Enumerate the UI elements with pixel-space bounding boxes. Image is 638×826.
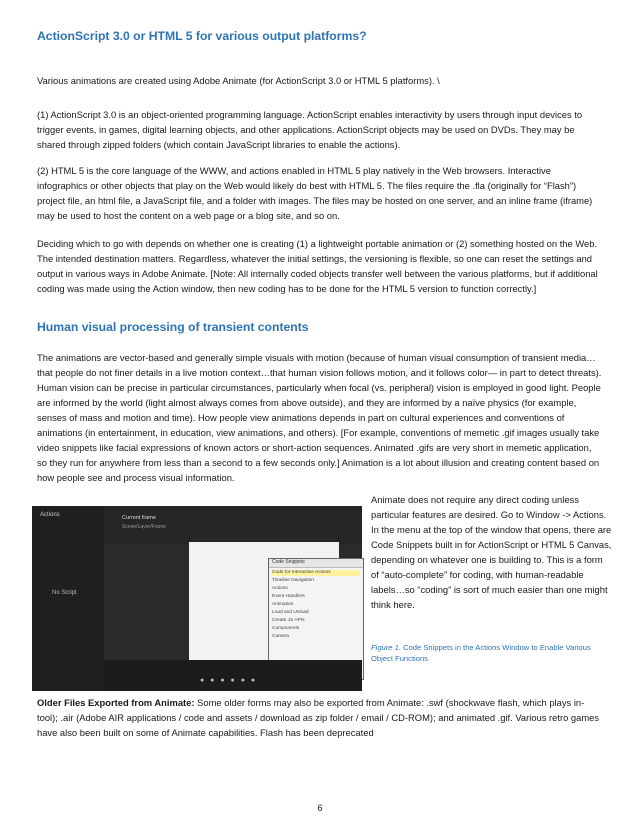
snippet-item: Create JS APIs [272,618,305,623]
caption-label: Figure 1. [371,643,401,652]
figure-screenshot [32,506,362,691]
paragraph: (2) HTML 5 is the core language of the WWW, and actions enabled in HTML 5 play natively in the Web browsers. Interactive infographics or other objects that play on the Web would likely do best with HTML 5. The files require the .fla (originally for “Flash”) project file, an html file, a JavaScript file, and a folder with images. The files may be hosted on one server, and an inline frame (iframe) may be used to host the content on a web page or a blog site, and so on. [37,165,593,221]
page-number: 6 [317,802,323,813]
paragraph: (1) ActionScript 3.0 is an object-oriented programming language. ActionScript enables interactivity by users through input devices to trigger events, in games, digital learning objects, and other applications. ActionScript objects may be used on DVDs. They may be shared through zipped folders (which contain JavaScript libraries to enable the actions). [37,109,583,150]
no-script-label: No Script [52,590,77,596]
dialog-title: Code Snippets [269,559,363,568]
snippet-item: Load and Unload [272,610,309,615]
panel-title: Actions [40,512,60,518]
side-paragraph: Animate does not require any direct coding unless particular features are desired. Go to Window -> Actions. In the menu at the top of the window that opens, there are Code Snippets built in for ActionScript or HTML 5 Canvas, depending on whatever one is building to. This is a form of “auto-complete” for coding, with human-readable labels…so “coding” is sort of much easier than one might think here. [371,494,612,610]
section-heading: Human visual processing of transient contents [37,320,309,334]
snippet-item: Components [272,626,300,631]
actions-panel [32,506,104,691]
figure-caption [371,642,613,664]
snippet-item: Code for Interactive Actions [272,570,360,576]
snippet-item: Timeline Navigation [272,578,314,583]
snippet-item: Animation [272,602,294,607]
snippet-item: Event Handlers [272,594,305,599]
caption-text: Code Snippets in the Actions Window to Enable Various Object Functions [371,643,591,663]
snippet-item: Camera [272,634,290,639]
paragraph-text: Some older forms may also be exported from Animate: .swf (shockwave flash, which plays in-tool); .air (Adobe AIR applications / code and assets / download as zip folder / email / CD-ROM); and animated .gif. Various retro games have also been built on some of Animate capabilities. Flash has been deprecated [37,697,600,738]
paragraph: The animations are vector-based and generally simple visuals with motion (because of human visual consumption of transient media…that people do not finer details in a live motion context…that human vision follows motion, and it follows color— in part to detect threats). Human vision can be precise in particular circumstances, particularly when focal (vs. peripheral) vision is employed in good light. People are informed by the world (light almost always comes from above outside), and they are informed by a naïve physics (for example, senses of mass and motion and time). How people view animations depends in part on cultural experiences and conventions of animations (in entertainment, in education, view animations, and others). [For example, conventions of memetic .gif images usually take video snippets like facial expressions of known actors or short-action sequences. Animated .gifs are very short in memetic application, so they run for anywhere from less than a second to a few seconds only.] Animation is a lot about illusion and creating content based on how people see and process visual information. [37,352,602,483]
paragraph: Deciding which to go with depends on whether one is creating (1) a lightweight portable animation or (2) something hosted on the Web. The intended destination matters. Regardless, whatever the initial settings, the versioning is flexible, so one can reset the settings and output in various ways in Adobe Animate. [Note: All internally coded objects transfer well between the various platforms, but if additional coding was made using the Action window, then new coding has to be done for the HTML 5 version to function correctly.] [37,238,598,294]
current-frame-label: Current frame [122,515,156,521]
snippet-item: Actions [272,586,288,591]
paragraph: Various animations are created using Adobe Animate (for ActionScript 3.0 or HTML 5 platforms). \ [37,75,440,86]
bold-lead: Older Files Exported from Animate: [37,697,195,708]
section-heading: ActionScript 3.0 or HTML 5 for various output platforms? [37,29,367,43]
actions-toolbar [104,506,362,544]
scene-label: Scene/Layer/Frame [122,524,166,530]
timeline-bar [104,660,362,691]
playback-controls: ● ● ● ● ● ● [200,677,258,684]
paragraph [37,695,603,740]
